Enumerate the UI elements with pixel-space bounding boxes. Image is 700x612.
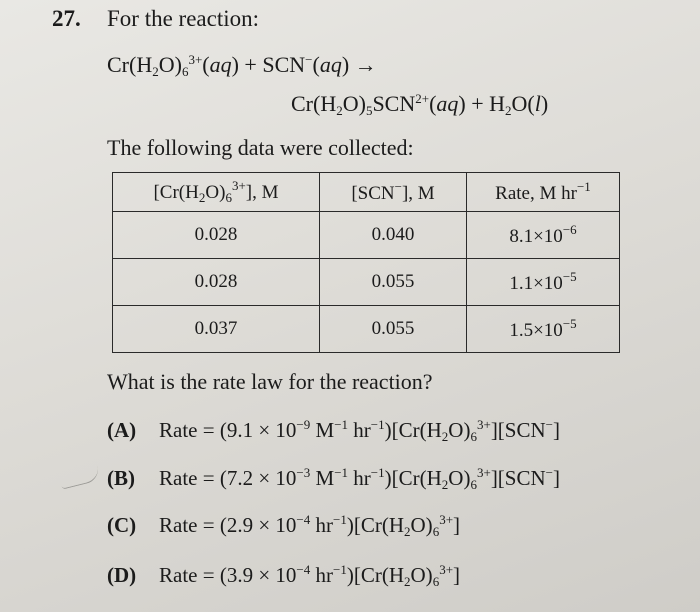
pencil-mark <box>59 465 101 489</box>
option-b[interactable]: (B) Rate = ($7.2 \times 10^{-3}$ $M^{-1}$ $hr^{-1})[Cr(H_2O)_6^{3+}][SCN^-]$ <box>107 465 560 492</box>
reaction-line-2: $Cr(H_2O)_5SCN^{2+}(aq) + H_2O(l)$ <box>291 91 549 118</box>
option-a[interactable]: (A) Rate = ($9.1 \times 10^{-9}$ $M^{-1}$ $hr^{-1})[Cr(H_2O)_6^{3+}][SCN^-]$ <box>107 417 560 444</box>
rate-law-question: What is the rate law for the reaction? <box>107 369 433 394</box>
table-row <box>113 212 620 259</box>
option-letter: (C) <box>107 513 137 537</box>
option-letter: (B) <box>107 466 135 490</box>
table-cell: $1.1\times 10^{-5}$ <box>467 259 620 306</box>
table-row <box>113 306 620 353</box>
rate-data-table <box>112 172 620 353</box>
data-intro: The following data were collected: <box>107 135 414 160</box>
header-scn-concentration: [SCN−], M <box>320 173 467 212</box>
table-cell: 0.028 <box>113 212 320 259</box>
table-cell: 0.037 <box>113 306 320 353</box>
header-cr-concentration: $[Cr(H_2O)_6^{3+}]$, M <box>113 173 320 212</box>
header-rate: Rate, M $hr^{-1}$ <box>467 173 620 212</box>
option-letter: (A) <box>107 418 137 442</box>
table-header-row <box>113 173 620 212</box>
option-d[interactable]: (D) Rate = ($3.9 \times 10^{-4}$ $hr^{-1})[Cr(H_2O)_6^{3+}]$ <box>107 562 461 589</box>
table-cell: 0.055 <box>320 306 467 353</box>
reaction-line-1: $Cr(H_2O)_6^{3+}(aq) + SCN^-(aq)$ → <box>107 52 377 79</box>
table-cell: $8.1\times 10^{-6}$ <box>467 212 620 259</box>
table-cell: $1.5\times 10^{-5}$ <box>467 306 620 353</box>
table-cell: 0.040 <box>320 212 467 259</box>
option-c[interactable]: (C) Rate = ($2.9 \times 10^{-4}$ $hr^{-1})[Cr(H_2O)_6^{3+}]$ <box>107 512 461 539</box>
question-prompt: For the reaction: <box>107 6 260 31</box>
table-cell: 0.028 <box>113 259 320 306</box>
option-letter: (D) <box>107 563 137 587</box>
table-cell: 0.055 <box>320 259 467 306</box>
table-row <box>113 259 620 306</box>
question-number: 27. <box>52 6 81 31</box>
